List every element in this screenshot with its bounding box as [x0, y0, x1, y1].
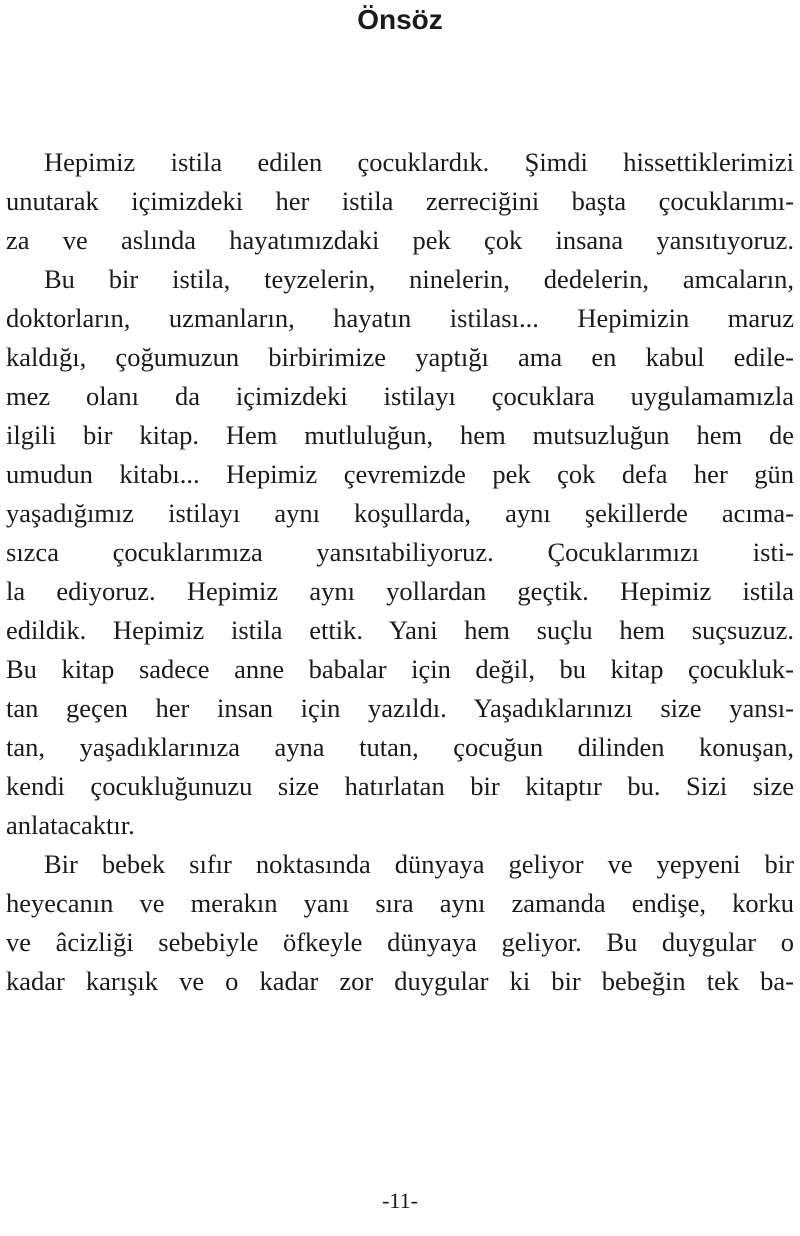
- text-line: kaldığı, çoğumuzun birbirimize yaptığı ama en kabul edile-: [6, 342, 794, 372]
- body-text: [6, 143, 794, 1001]
- text-line: yaşadığımız istilayı aynı koşullarda, aynı şekillerde acıma-: [6, 498, 794, 528]
- text-line: kadar karışık ve o kadar zor duygular ki bir bebeğin tek ba-: [6, 966, 794, 996]
- text-line: umudun kitabı... Hepimiz çevremizde pek çok defa her gün: [6, 459, 794, 489]
- text-line: la ediyoruz. Hepimiz aynı yollardan geçtik. Hepimiz istila: [6, 576, 794, 606]
- text-line: ilgili bir kitap. Hem mutluluğun, hem mutsuzluğun hem de: [6, 420, 794, 450]
- text-line: Bu bir istila, teyzelerin, ninelerin, dedelerin, amcaların,: [44, 264, 794, 294]
- text-line: edildik. Hepimiz istila ettik. Yani hem suçlu hem suçsuzuz.: [6, 615, 794, 645]
- text-line: tan, yaşadıklarınıza ayna tutan, çocuğun dilinden konuşan,: [6, 732, 794, 762]
- text-line: unutarak içimizdeki her istila zerreciğini başta çocuklarımı-: [6, 186, 794, 216]
- text-line: heyecanın ve merakın yanı sıra aynı zamanda endişe, korku: [6, 888, 794, 918]
- text-line: kendi çocukluğunuzu size hatırlatan bir kitaptır bu. Sizi size: [6, 771, 794, 801]
- text-line: tan geçen her insan için yazıldı. Yaşadıklarınızı size yansı-: [6, 693, 794, 723]
- text-line: sızca çocuklarımıza yansıtabiliyoruz. Çocuklarımızı isti-: [6, 537, 794, 567]
- page-number: -11-: [382, 1188, 418, 1213]
- text-line: ve âcizliği sebebiyle öfkeyle dünyaya geliyor. Bu duygular o: [6, 927, 794, 957]
- text-line: anlatacaktır.: [6, 810, 135, 840]
- text-line: Bir bebek sıfır noktasında dünyaya geliyor ve yepyeni bir: [44, 849, 794, 879]
- text-line: doktorların, uzmanların, hayatın istilası... Hepimizin maruz: [6, 303, 794, 333]
- text-line: Bu kitap sadece anne babalar için değil, bu kitap çocukluk-: [6, 654, 794, 684]
- text-line: Hepimiz istila edilen çocuklardık. Şimdi hissettiklerimizi: [44, 147, 794, 177]
- page-title: Önsöz: [357, 4, 443, 35]
- text-line: za ve aslında hayatımızdaki pek çok insana yansıtıyoruz.: [6, 225, 794, 255]
- text-line: mez olanı da içimizdeki istilayı çocuklara uygulamamızla: [6, 381, 794, 411]
